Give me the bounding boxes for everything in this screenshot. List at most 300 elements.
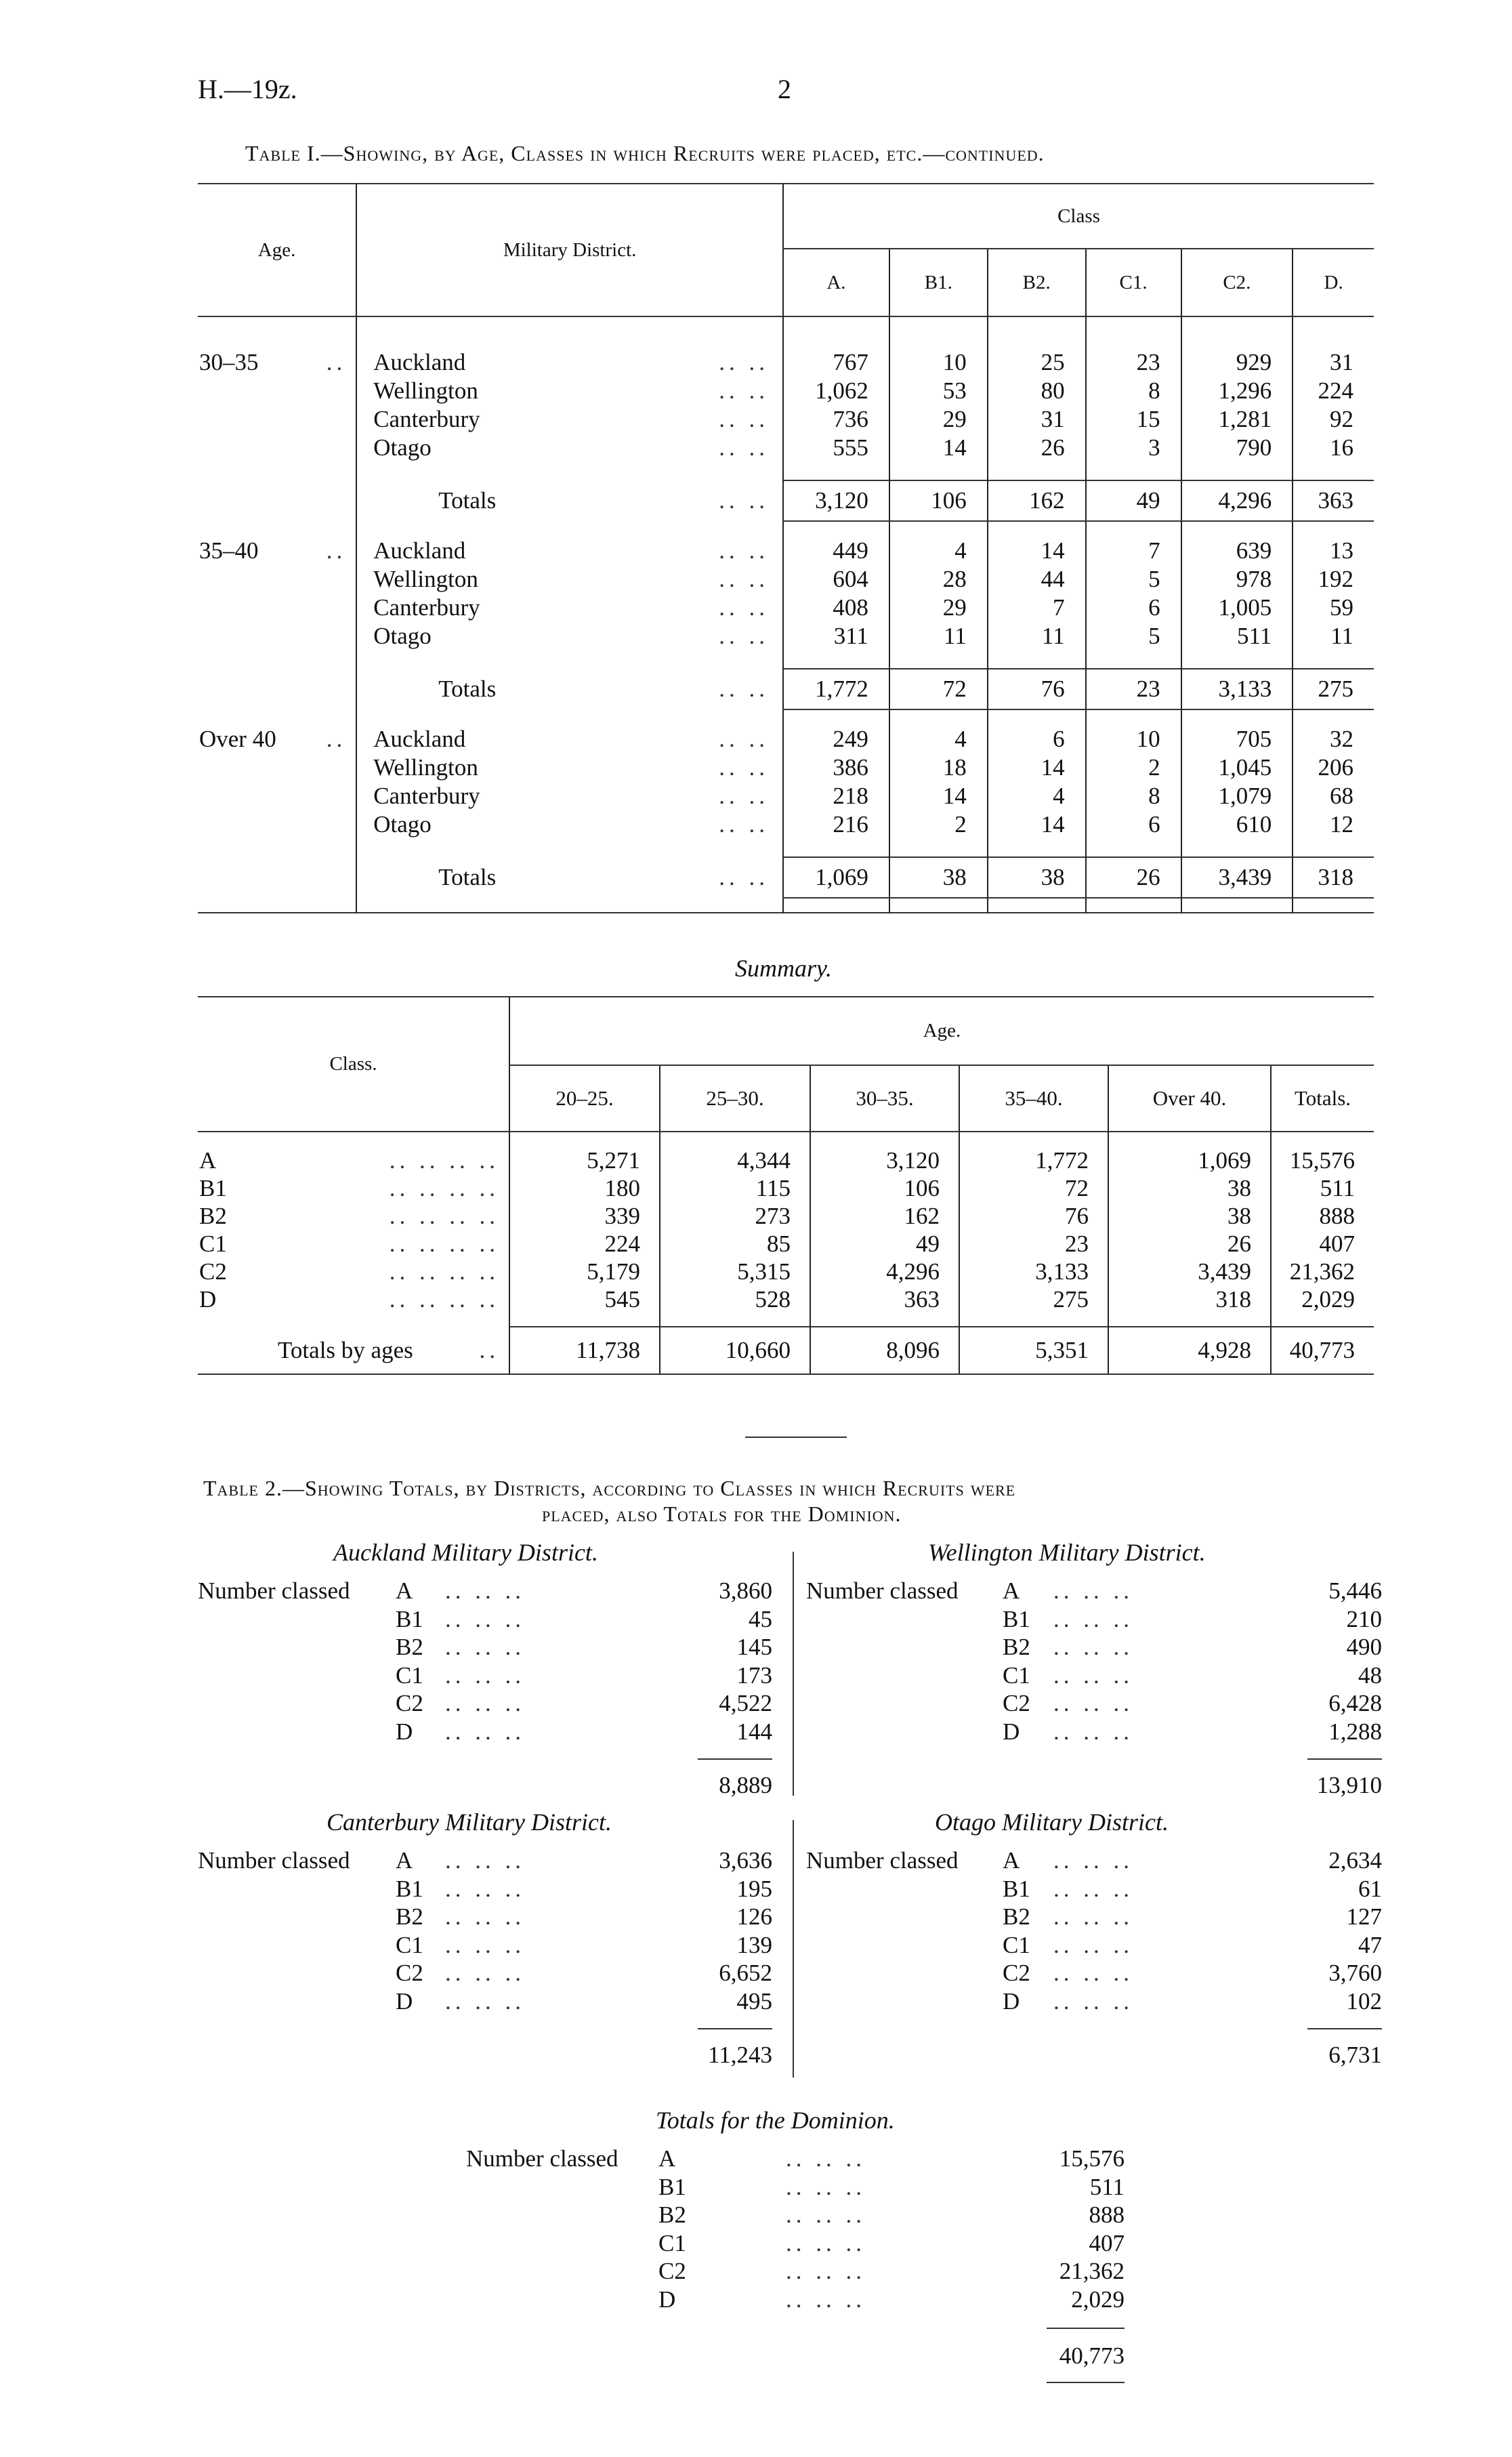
- value-cell: 1,079: [1181, 781, 1293, 810]
- value-cell: 14: [988, 810, 1086, 838]
- table-row: [198, 724, 1374, 753]
- leader-dots: .. .. ..: [445, 1718, 525, 1745]
- district-total: 11,243: [708, 2042, 772, 2068]
- leader-dots: .. .. ..: [1053, 1987, 1133, 2015]
- value-cell: 76: [959, 1202, 1108, 1230]
- value-cell: 32: [1293, 724, 1374, 753]
- spacer-cell: [959, 1313, 1108, 1327]
- value-cell: 49: [810, 1230, 959, 1258]
- leader-dots: .. ..: [719, 349, 770, 375]
- value-cell: 106: [810, 1174, 959, 1202]
- summary-age-col-header: 30–35.: [810, 1065, 959, 1132]
- table-row: [198, 376, 1374, 405]
- value-cell: 3,439: [1108, 1258, 1271, 1285]
- leader-dots: .. .. ..: [1053, 1875, 1133, 1902]
- value-cell: 145: [736, 1634, 772, 1660]
- leader-dots: .. ..: [719, 487, 770, 514]
- total-cell: 10,660: [660, 1327, 810, 1374]
- value-cell: 2: [889, 810, 988, 838]
- leader-dots: .. .. ..: [445, 1690, 525, 1716]
- district-title: Canterbury Military District.: [327, 1809, 612, 1836]
- value-cell: 216: [783, 810, 889, 838]
- value-cell: 29: [889, 405, 988, 433]
- value-cell: 6,428: [1328, 1690, 1382, 1716]
- value-cell: 53: [889, 376, 988, 405]
- district-cell: [356, 593, 783, 621]
- table-row: [198, 621, 1374, 650]
- value-cell: 790: [1181, 433, 1293, 461]
- age-group-label: [198, 376, 356, 405]
- leader-dots: .. .. ..: [1053, 1577, 1133, 1604]
- summary-class-header: Class.: [329, 1053, 377, 1075]
- leader-dots: .. .. ..: [1053, 1718, 1133, 1745]
- age-group-label: [198, 433, 356, 461]
- spacer-cell: [988, 461, 1086, 480]
- value-cell: 449: [783, 536, 889, 564]
- age-group-text: 30–35: [199, 349, 259, 375]
- value-cell: 31: [988, 405, 1086, 433]
- class-label: D: [396, 1987, 413, 2015]
- value-cell: 28: [889, 564, 988, 593]
- leader-dots: .. .. ..: [1053, 1960, 1133, 1986]
- value-cell: 5,179: [509, 1258, 660, 1285]
- spacer-cell: [1293, 650, 1374, 669]
- leader-dots: .. .. .. ..: [389, 1202, 499, 1229]
- age-group-text: 35–40: [199, 537, 259, 564]
- value-cell: 6,652: [719, 1960, 772, 1986]
- district-name: Wellington: [373, 754, 478, 781]
- page-header-ref: H.—19z.: [198, 74, 297, 104]
- value-cell: 5,315: [660, 1258, 810, 1285]
- leader-dots: ..: [326, 726, 347, 752]
- class-label: B2: [396, 1634, 423, 1660]
- spacer-cell: [988, 709, 1086, 724]
- district-name: Wellington: [373, 566, 478, 592]
- total-cell: 1,772: [783, 669, 889, 709]
- section-divider: [745, 1437, 847, 1438]
- age-group-label: [198, 621, 356, 650]
- value-cell: 6: [988, 724, 1086, 753]
- value-cell: 12: [1293, 810, 1374, 838]
- spacer-cell: [1293, 461, 1374, 480]
- district-name: Auckland: [373, 726, 466, 752]
- value-cell: 3,636: [719, 1847, 772, 1874]
- value-cell: 29: [889, 593, 988, 621]
- class-label: D: [658, 2286, 676, 2313]
- totals-label-cell: [356, 669, 783, 709]
- value-cell: 218: [783, 781, 889, 810]
- spacer-cell: [1086, 521, 1181, 536]
- spacer-cell: [1293, 838, 1374, 857]
- value-cell: 8: [1086, 376, 1181, 405]
- value-cell: 14: [988, 753, 1086, 781]
- value-cell: 45: [749, 1605, 772, 1632]
- class-label: C1: [658, 2229, 686, 2256]
- total-cell: 3,133: [1181, 669, 1293, 709]
- value-cell: 1,281: [1181, 405, 1293, 433]
- value-cell: 102: [1346, 1987, 1382, 2015]
- leader-dots: .. .. ..: [786, 2202, 866, 2228]
- class-label: A: [199, 1147, 217, 1174]
- spacer-cell: [198, 898, 356, 913]
- value-cell: 31: [1293, 316, 1374, 376]
- leader-dots: .. .. .. ..: [389, 1174, 499, 1201]
- district-title: Wellington Military District.: [928, 1539, 1206, 1566]
- total-cell: 49: [1086, 480, 1181, 521]
- age-group-label: [198, 810, 356, 838]
- district-cell: [356, 724, 783, 753]
- value-cell: 386: [783, 753, 889, 781]
- leader-dots: .. .. ..: [445, 1577, 525, 1604]
- leader-dots: .. .. ..: [445, 1931, 525, 1958]
- value-cell: 180: [509, 1174, 660, 1202]
- leader-dots: .. .. ..: [1053, 1847, 1133, 1874]
- class-label: C2: [396, 1690, 423, 1716]
- spacer-cell: [198, 650, 356, 669]
- value-cell: 4,344: [660, 1147, 810, 1174]
- value-cell: 3,860: [719, 1577, 772, 1604]
- table-row: [198, 1258, 1374, 1285]
- value-cell: 10: [889, 316, 988, 376]
- totals-label-cell: [356, 480, 783, 521]
- table1-class-col-header: C2.: [1181, 249, 1293, 316]
- spacer-cell: [783, 898, 889, 913]
- value-cell: 206: [1293, 753, 1374, 781]
- value-cell: 47: [1358, 1931, 1382, 1958]
- number-classed-label: Number classed: [198, 1847, 350, 1874]
- value-cell: 13: [1293, 536, 1374, 564]
- value-cell: 15: [1086, 405, 1181, 433]
- value-cell: 888: [1089, 2202, 1125, 2228]
- total-cell: 1,069: [783, 857, 889, 898]
- district-name: Wellington: [373, 377, 478, 404]
- value-cell: 407: [1089, 2229, 1125, 2256]
- spacer-cell: [889, 521, 988, 536]
- totals-label-cell: [198, 1327, 509, 1374]
- leader-dots: .. .. ..: [786, 2229, 866, 2256]
- spacer-cell: [1086, 898, 1181, 913]
- value-cell: 555: [783, 433, 889, 461]
- value-cell: 4,522: [719, 1690, 772, 1716]
- age-group-label: [198, 405, 356, 433]
- value-cell: 23: [1086, 316, 1181, 376]
- spacer-cell: [783, 521, 889, 536]
- value-cell: 5: [1086, 564, 1181, 593]
- value-cell: 195: [736, 1875, 772, 1902]
- value-cell: 23: [959, 1230, 1108, 1258]
- value-cell: 511: [1181, 621, 1293, 650]
- leader-dots: .. .. .. ..: [389, 1285, 499, 1313]
- value-cell: 25: [988, 316, 1086, 376]
- leader-dots: .. .. ..: [786, 2145, 866, 2172]
- spacer-row: [198, 461, 1374, 480]
- summary-age-col-header: 20–25.: [509, 1065, 660, 1132]
- class-label: B1: [199, 1174, 227, 1201]
- district-title: Otago Military District.: [935, 1809, 1169, 1836]
- class-label: A: [1003, 1847, 1020, 1874]
- summary-table: [198, 997, 1374, 1375]
- summary-age-col-header: Totals.: [1271, 1065, 1374, 1132]
- value-cell: 210: [1346, 1605, 1382, 1632]
- value-cell: 5,271: [509, 1147, 660, 1174]
- summary-class-cell: [198, 1285, 509, 1313]
- table2-caption-line2: placed, also Totals for the Dominion.: [542, 1502, 902, 1526]
- class-label: B2: [199, 1202, 227, 1229]
- number-classed-label: Number classed: [466, 2145, 618, 2172]
- value-cell: 767: [783, 316, 889, 376]
- page-number: 2: [778, 74, 791, 104]
- value-cell: 18: [889, 753, 988, 781]
- leader-dots: .. ..: [719, 537, 770, 564]
- district-cell: [356, 810, 783, 838]
- value-cell: 408: [783, 593, 889, 621]
- dominion-total: 40,773: [1059, 2342, 1125, 2369]
- class-label: C1: [1003, 1931, 1030, 1958]
- spacer-cell: [1181, 709, 1293, 724]
- spacer-row: [198, 898, 1374, 913]
- leader-dots: .. ..: [719, 594, 770, 621]
- table-row: [198, 1202, 1374, 1230]
- totals-label: Totals: [438, 676, 497, 702]
- spacer-cell: [1293, 709, 1374, 724]
- age-group-label: [198, 753, 356, 781]
- dominion-title: Totals for the Dominion.: [656, 2107, 895, 2134]
- value-cell: 7: [988, 593, 1086, 621]
- value-cell: 4: [889, 724, 988, 753]
- leader-dots: .. ..: [719, 754, 770, 781]
- value-cell: 126: [736, 1903, 772, 1930]
- spacer-cell: [356, 461, 783, 480]
- class-label: B1: [1003, 1875, 1030, 1902]
- total-cell: 38: [889, 857, 988, 898]
- total-cell: 72: [889, 669, 988, 709]
- spacer-cell: [356, 709, 783, 724]
- value-cell: 14: [889, 433, 988, 461]
- value-cell: 11: [889, 621, 988, 650]
- total-cell: 275: [1293, 669, 1374, 709]
- table-row: [198, 1285, 1374, 1313]
- leader-dots: .. ..: [719, 676, 770, 702]
- leader-dots: .. .. ..: [445, 1987, 525, 2015]
- leader-dots: .. ..: [719, 377, 770, 404]
- spacer-cell: [889, 650, 988, 669]
- value-cell: 10: [1086, 724, 1181, 753]
- value-cell: 38: [1108, 1202, 1271, 1230]
- value-cell: 490: [1346, 1634, 1382, 1660]
- leader-dots: .. .. .. ..: [389, 1230, 499, 1257]
- spacer-cell: [509, 1132, 660, 1147]
- total-cell: 23: [1086, 669, 1181, 709]
- total-cell: 5,351: [959, 1327, 1108, 1374]
- class-label: A: [396, 1847, 413, 1874]
- spacer-cell: [988, 521, 1086, 536]
- value-cell: 4: [889, 536, 988, 564]
- spacer-cell: [198, 1132, 509, 1147]
- class-label: B2: [1003, 1903, 1030, 1930]
- leader-dots: .. .. ..: [786, 2258, 866, 2284]
- value-cell: 604: [783, 564, 889, 593]
- age-group-label: [198, 593, 356, 621]
- table-row: [198, 1230, 1374, 1258]
- number-classed-label: Number classed: [198, 1577, 350, 1604]
- class-label: B1: [396, 1605, 423, 1632]
- blank-cell: [198, 480, 356, 521]
- blank-cell: [198, 669, 356, 709]
- table-row: [198, 433, 1374, 461]
- spacer-cell: [198, 1313, 509, 1327]
- value-cell: 127: [1346, 1903, 1382, 1930]
- number-classed-label: Number classed: [806, 1847, 959, 1874]
- spacer-row: [198, 1132, 1374, 1147]
- leader-dots: .. .. ..: [445, 1847, 525, 1874]
- spacer-row: [198, 838, 1374, 857]
- totals-label-cell: [356, 857, 783, 898]
- class-label: C2: [1003, 1960, 1030, 1986]
- value-cell: 2,029: [1071, 2286, 1125, 2313]
- leader-dots: .. ..: [719, 566, 770, 592]
- value-cell: 273: [660, 1202, 810, 1230]
- table-row: [198, 593, 1374, 621]
- spacer-cell: [1293, 521, 1374, 536]
- summary-age-col-header: 25–30.: [660, 1065, 810, 1132]
- value-cell: 139: [736, 1931, 772, 1958]
- value-cell: 6: [1086, 593, 1181, 621]
- leader-dots: .. .. ..: [1053, 1605, 1133, 1632]
- value-cell: 1,069: [1108, 1147, 1271, 1174]
- summary-age-col-header: 35–40.: [959, 1065, 1108, 1132]
- spacer-cell: [356, 838, 783, 857]
- leader-dots: ..: [326, 349, 347, 375]
- value-cell: 511: [1271, 1174, 1374, 1202]
- leader-dots: .. .. ..: [445, 1960, 525, 1986]
- value-cell: 7: [1086, 536, 1181, 564]
- class-label: A: [658, 2145, 676, 2172]
- value-cell: 339: [509, 1202, 660, 1230]
- sum-rule: [698, 1758, 772, 1760]
- spacer-cell: [988, 898, 1086, 913]
- class-label: C1: [396, 1931, 423, 1958]
- value-cell: 736: [783, 405, 889, 433]
- spacer-cell: [660, 1132, 810, 1147]
- value-cell: 2,634: [1328, 1847, 1382, 1874]
- value-cell: 3: [1086, 433, 1181, 461]
- spacer-cell: [1181, 650, 1293, 669]
- double-rule: [1047, 2382, 1125, 2383]
- leader-dots: .. ..: [719, 864, 770, 890]
- value-cell: 16: [1293, 433, 1374, 461]
- value-cell: 610: [1181, 810, 1293, 838]
- district-cell: [356, 536, 783, 564]
- value-cell: 11: [1293, 621, 1374, 650]
- value-cell: 363: [810, 1285, 959, 1313]
- totals-label: Totals by ages: [278, 1336, 413, 1363]
- value-cell: 224: [509, 1230, 660, 1258]
- district-total: 8,889: [719, 1772, 772, 1798]
- value-cell: 11: [988, 621, 1086, 650]
- spacer-cell: [1181, 898, 1293, 913]
- spacer-cell: [1181, 521, 1293, 536]
- spacer-cell: [660, 1313, 810, 1327]
- value-cell: 528: [660, 1285, 810, 1313]
- value-cell: 929: [1181, 316, 1293, 376]
- spacer-cell: [1086, 650, 1181, 669]
- spacer-cell: [810, 1132, 959, 1147]
- district-total: 13,910: [1316, 1772, 1382, 1798]
- leader-dots: ..: [326, 537, 347, 564]
- summary-class-cell: [198, 1230, 509, 1258]
- value-cell: 5: [1086, 621, 1181, 650]
- district-name: Auckland: [373, 537, 466, 564]
- leader-dots: .. .. ..: [445, 1605, 525, 1632]
- spacer-cell: [198, 838, 356, 857]
- value-cell: 407: [1271, 1230, 1374, 1258]
- summary-age-header: Age.: [509, 997, 1374, 1065]
- total-cell: 26: [1086, 857, 1181, 898]
- leader-dots: .. .. .. ..: [389, 1258, 499, 1285]
- table-row: [198, 564, 1374, 593]
- leader-dots: .. ..: [719, 623, 770, 649]
- spacer-cell: [356, 650, 783, 669]
- leader-dots: .. .. .. ..: [389, 1147, 499, 1174]
- totals-row: [198, 1327, 1374, 1374]
- value-cell: 249: [783, 724, 889, 753]
- blank-cell: [198, 857, 356, 898]
- table1-class-header: Class: [783, 184, 1374, 249]
- value-cell: 495: [736, 1987, 772, 2015]
- value-cell: 705: [1181, 724, 1293, 753]
- class-label: C1: [199, 1230, 227, 1257]
- spacer-cell: [810, 1313, 959, 1327]
- district-name: Otago: [373, 434, 432, 461]
- total-cell: 11,738: [509, 1327, 660, 1374]
- value-cell: 1,288: [1328, 1718, 1382, 1745]
- age-group-label: [198, 536, 356, 564]
- spacer-cell: [783, 709, 889, 724]
- spacer-cell: [198, 521, 356, 536]
- value-cell: 192: [1293, 564, 1374, 593]
- total-cell: 76: [988, 669, 1086, 709]
- number-classed-label: Number classed: [806, 1577, 959, 1604]
- district-total: 6,731: [1328, 2042, 1382, 2068]
- leader-dots: .. .. ..: [786, 2286, 866, 2313]
- table-row: [198, 753, 1374, 781]
- table-row: [198, 316, 1374, 376]
- spacer-row: [198, 521, 1374, 536]
- leader-dots: .. .. ..: [445, 1634, 525, 1660]
- total-cell: 40,773: [1271, 1327, 1374, 1374]
- spacer-cell: [509, 1313, 660, 1327]
- table1-caption: Table I.—Showing, by Age, Classes in which Recruits were placed, etc.—continued.: [245, 141, 1045, 165]
- value-cell: 1,045: [1181, 753, 1293, 781]
- class-label: B2: [396, 1903, 423, 1930]
- summary-title: Summary.: [735, 955, 832, 982]
- table1-age-header: Age.: [257, 239, 296, 261]
- district-cell: [356, 405, 783, 433]
- district-cell: [356, 781, 783, 810]
- district-name: Canterbury: [373, 406, 480, 432]
- value-cell: 115: [660, 1174, 810, 1202]
- value-cell: 38: [1108, 1174, 1271, 1202]
- spacer-cell: [1181, 461, 1293, 480]
- total-cell: 363: [1293, 480, 1374, 521]
- value-cell: 978: [1181, 564, 1293, 593]
- age-group-label: [198, 564, 356, 593]
- class-label: B1: [658, 2173, 686, 2200]
- leader-dots: .. .. ..: [1053, 1903, 1133, 1930]
- table-row: [198, 405, 1374, 433]
- age-group-label: [198, 316, 356, 376]
- value-cell: 68: [1293, 781, 1374, 810]
